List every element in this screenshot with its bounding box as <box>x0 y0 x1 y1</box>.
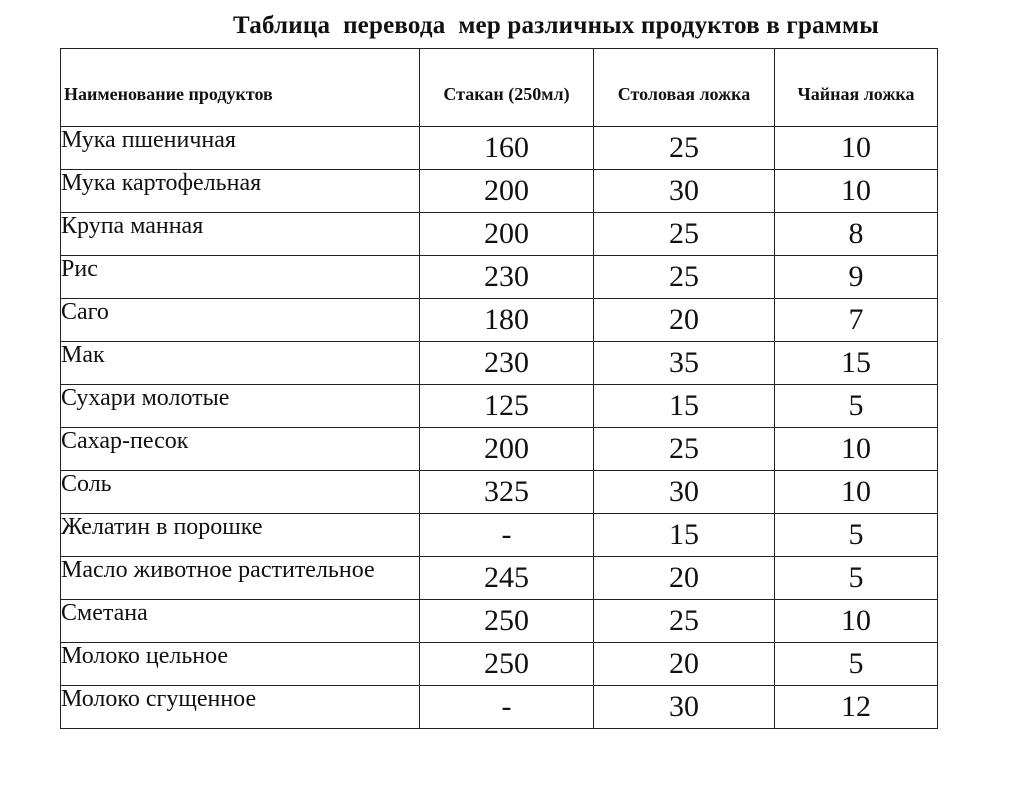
header-teaspoon: Чайная ложка <box>775 49 938 127</box>
glass-grams-cell: 125 <box>420 385 594 428</box>
table-row <box>61 213 938 256</box>
glass-grams-cell: 230 <box>420 342 594 385</box>
table-row <box>61 127 938 170</box>
teaspoon-grams-cell: 7 <box>775 299 938 342</box>
product-name-cell: Сметана <box>61 600 420 643</box>
product-name-cell: Мука пшеничная <box>61 127 420 170</box>
tablespoon-grams-cell: 15 <box>594 514 775 557</box>
page-title: Таблица перевода мер различных продуктов в граммы <box>233 12 879 39</box>
product-name-cell: Рис <box>61 256 420 299</box>
tablespoon-grams-cell: 15 <box>594 385 775 428</box>
tablespoon-grams-cell: 30 <box>594 471 775 514</box>
glass-grams-cell: - <box>420 514 594 557</box>
glass-grams-cell: 325 <box>420 471 594 514</box>
teaspoon-grams-cell: 5 <box>775 643 938 686</box>
product-name-cell: Крупа манная <box>61 213 420 256</box>
product-name-cell: Мука картофельная <box>61 170 420 213</box>
teaspoon-grams-cell: 12 <box>775 686 938 729</box>
table-row <box>61 643 938 686</box>
header-product-name: Наименование продуктов <box>61 49 420 127</box>
teaspoon-grams-cell: 5 <box>775 385 938 428</box>
product-name-cell: Соль <box>61 471 420 514</box>
teaspoon-grams-cell: 10 <box>775 600 938 643</box>
glass-grams-cell: 230 <box>420 256 594 299</box>
table-row <box>61 557 938 600</box>
teaspoon-grams-cell: 10 <box>775 170 938 213</box>
glass-grams-cell: 250 <box>420 600 594 643</box>
product-name-cell: Молоко сгущенное <box>61 686 420 729</box>
glass-grams-cell: 200 <box>420 213 594 256</box>
teaspoon-grams-cell: 15 <box>775 342 938 385</box>
teaspoon-grams-cell: 9 <box>775 256 938 299</box>
tablespoon-grams-cell: 25 <box>594 127 775 170</box>
table-header-row <box>61 49 938 127</box>
product-name-cell: Мак <box>61 342 420 385</box>
glass-grams-cell: 250 <box>420 643 594 686</box>
product-name-cell: Желатин в порошке <box>61 514 420 557</box>
product-name-cell: Сахар-песок <box>61 428 420 471</box>
table-row <box>61 686 938 729</box>
tablespoon-grams-cell: 25 <box>594 428 775 471</box>
table-row <box>61 256 938 299</box>
glass-grams-cell: 200 <box>420 428 594 471</box>
teaspoon-grams-cell: 10 <box>775 127 938 170</box>
teaspoon-grams-cell: 8 <box>775 213 938 256</box>
glass-grams-cell: 160 <box>420 127 594 170</box>
teaspoon-grams-cell: 10 <box>775 471 938 514</box>
glass-grams-cell: - <box>420 686 594 729</box>
table-row <box>61 385 938 428</box>
tablespoon-grams-cell: 25 <box>594 256 775 299</box>
tablespoon-grams-cell: 30 <box>594 686 775 729</box>
header-tablespoon: Столовая ложка <box>594 49 775 127</box>
teaspoon-grams-cell: 10 <box>775 428 938 471</box>
product-name-cell: Сухари молотые <box>61 385 420 428</box>
tablespoon-grams-cell: 20 <box>594 299 775 342</box>
tablespoon-grams-cell: 20 <box>594 557 775 600</box>
tablespoon-grams-cell: 25 <box>594 600 775 643</box>
table-row <box>61 471 938 514</box>
teaspoon-grams-cell: 5 <box>775 514 938 557</box>
product-name-cell: Молоко цельное <box>61 643 420 686</box>
tablespoon-grams-cell: 30 <box>594 170 775 213</box>
tablespoon-grams-cell: 20 <box>594 643 775 686</box>
teaspoon-grams-cell: 5 <box>775 557 938 600</box>
glass-grams-cell: 245 <box>420 557 594 600</box>
tablespoon-grams-cell: 25 <box>594 213 775 256</box>
tablespoon-grams-cell: 35 <box>594 342 775 385</box>
table-row <box>61 299 938 342</box>
table-row <box>61 514 938 557</box>
table-row <box>61 170 938 213</box>
glass-grams-cell: 180 <box>420 299 594 342</box>
product-name-cell: Масло животное растительное <box>61 557 420 600</box>
table-row <box>61 342 938 385</box>
header-glass: Стакан (250мл) <box>420 49 594 127</box>
table-row <box>61 600 938 643</box>
glass-grams-cell: 200 <box>420 170 594 213</box>
conversion-table <box>60 48 938 729</box>
product-name-cell: Саго <box>61 299 420 342</box>
table-row <box>61 428 938 471</box>
